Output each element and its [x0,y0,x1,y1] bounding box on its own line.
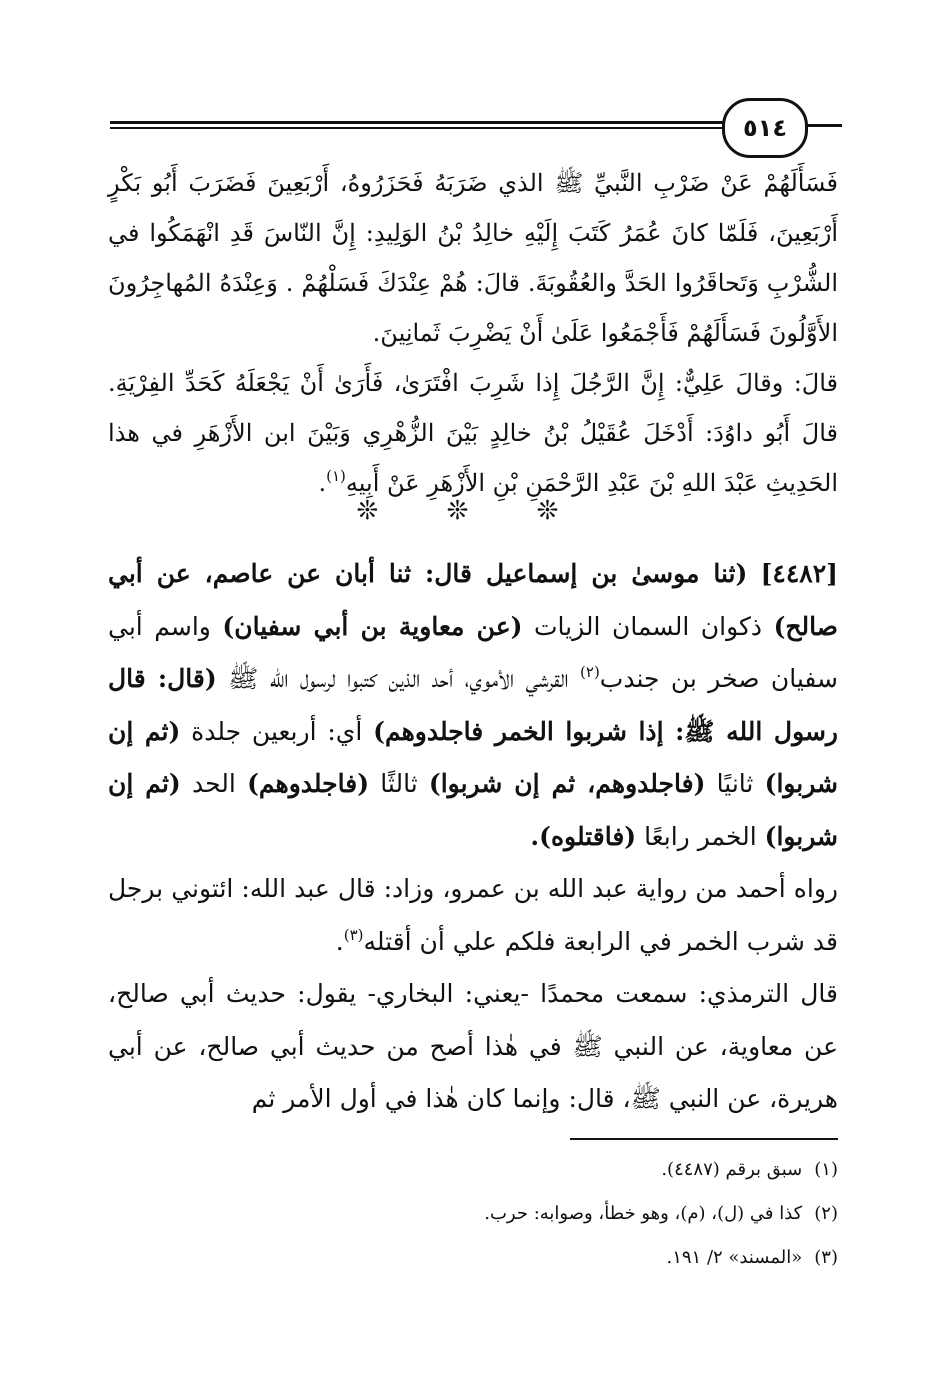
header-rule-bottom [110,127,728,129]
commentary-text: القرشي الأموي، أحد الذين كتبوا لرسول الله ﷺ [228,664,569,693]
paragraph-text: رواه أحمد من رواية عبد الله بن عمرو، وزاد: قال عبد الله: ائتوني برجل قد شرب الخمر في الرابعة فلكم علي أن أقتله [108,874,838,956]
hadith-commentary [108,548,838,1126]
page-number: ٥١٤ [722,98,808,158]
paragraph [108,863,838,968]
commentary-text: الخمر رابعًا [644,821,757,851]
matn-text: (ثنا موسىٰ بن إسماعيل قال: ثنا أبان عن عاصم، عن أبي صالح) [108,559,839,641]
footnote-text: كذا في (ل)، (م)، وهو خطأ، وصوابه: حرب. [484,1203,803,1224]
continued-text [108,158,838,508]
footnote-ref: (٣) [343,925,364,944]
paragraph-end: . [335,926,344,956]
paragraph: فَسَأَلَهُمْ عَنْ ضَرْبِ النَّبيِّ ﷺ الذي ضَرَبَهُ فَحَزَرُوهُ، أَرْبَعِينَ فَضَرَبَ أَبُو بَكْرٍ أَرْبَعِينَ، فَلَمّا كانَ عُمَرُ كَتَبَ إِلَيْهِ خالِدُ بْنُ الوَلِيدِ: إِنَّ النّاسَ قَدِ انْهَمَكُوا في الشُّرْبِ وَتَحاقَرُوا الحَدَّ والعُقُوبَةَ. قالَ: هُمْ عِنْدَكَ فَسَلْهُمْ . وَعِنْدَهُ المُهاجِرُونَ الأَوَّلُونَ فَسَأَلَهُمْ فَأَجْمَعُوا عَلَىٰ أَنْ يَضْرِبَ ثَمانِينَ. [108,169,838,347]
matn-text: (قال: قال رسول الله ﷺ: إذا شربوا الخمر فاجلدوهم) [108,664,839,746]
matn-text: (ثم إن شربوا) [108,716,838,798]
matn-text: (فاقتلوه). [530,821,637,851]
footnote-number: (٣) [814,1247,838,1268]
footnote-number: (١) [814,1159,838,1180]
paragraph [108,358,838,508]
footnote [300,1236,838,1280]
commentary-text: أي: أربعين جلدة [191,716,363,746]
matn-text: (عن معاوية بن أبي سفيان) [222,611,523,641]
header-rule-top [110,121,728,124]
paragraph: قال الترمذي: سمعت محمدًا -يعني: البخاري- يقول: حديث أبي صالح، عن معاوية، عن النبي ﷺ في هٰذا أصح من حديث أبي صالح، عن أبي هريرة، عن النبي ﷺ، قال: وإنما كان هٰذا في أول الأمر ثم [108,979,838,1113]
footnote [300,1148,838,1192]
paragraph-text: قالَ: وقالَ عَلِيٌّ: إِنَّ الرَّجُلَ إِذا شَرِبَ افْتَرَىٰ، فَأَرَىٰ أَنْ يَجْعَلَهُ كَحَدِّ الفِرْيَةِ. قالَ أَبُو داوُدَ: أَدْخَلَ عُقَيْلُ بْنُ خالِدٍ بَيْنَ الزُّهْرِي وَبَيْنَ ابن الأَزْهَرِ في هذا الحَدِيثِ عَبْدَ اللهِ بْنَ عَبْدِ الرَّحْمَنِ بْنِ الأَزْهَرِ عَنْ أَبِيهِ [108,369,838,497]
commentary-text: واسم أبي سفيان صخر بن جندب [108,611,838,693]
matn-text: (ثم إن شربوا) [108,769,838,851]
commentary-text: ثانيًا [716,769,754,798]
matn-text: (فاجلدوهم، ثم إن شربوا) [428,769,706,798]
footnote-text: سبق برقم (٤٤٨٧). [661,1159,803,1180]
footnote-number: (٢) [814,1203,838,1224]
commentary-text: ذكوان السمان الزيات [534,611,763,641]
footnote-divider [570,1138,838,1140]
footnote-ref: (١) [326,467,346,485]
footnote-ref: (٢) [580,663,600,681]
footnotes [300,1148,838,1280]
commentary-text: ثالثًا [380,769,418,798]
hadith-paragraph [108,548,838,863]
hadith-number: [٤٤٨٢] [760,559,838,588]
matn-text: (فاجلدوهم) [247,769,370,798]
footnote-text: «المسند» ٢/ ١٩١. [666,1247,803,1268]
footnote [300,1192,838,1236]
paragraph-end: . [318,469,327,497]
section-separator: ❊ ❊ ❊ [356,496,589,526]
page-header [110,94,842,154]
commentary-text: الحد [191,769,236,798]
